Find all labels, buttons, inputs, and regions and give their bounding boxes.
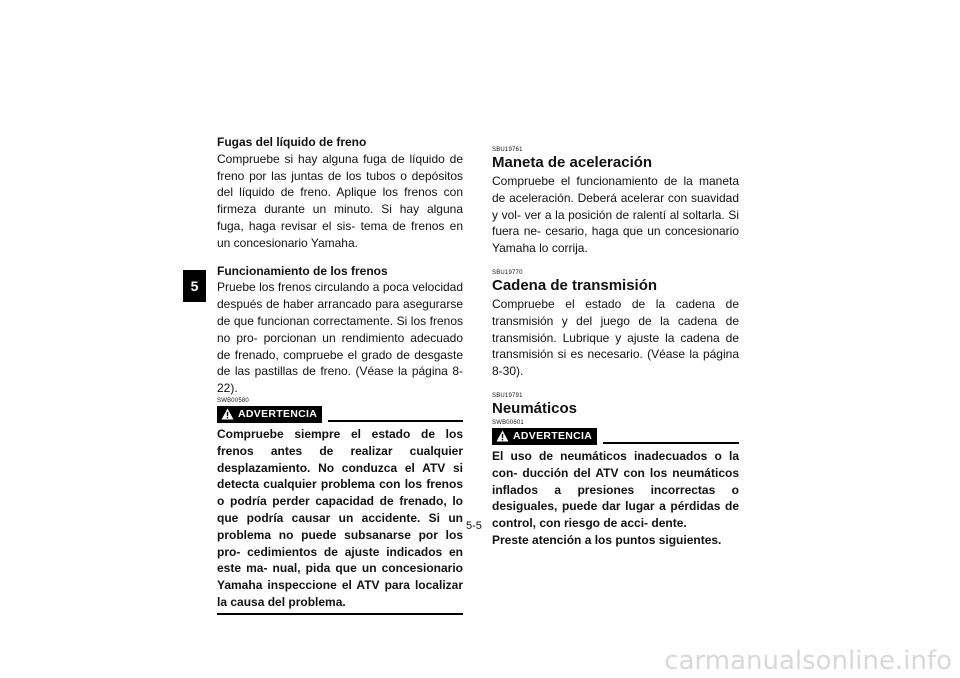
- tires-warning-text-2: Preste atención a los puntos siguientes.: [492, 532, 722, 547]
- throttle-body: Compruebe el funcionamiento de la maneta de aceleración. Deberá acelerar con suavidad y vol- ver a la posición de ralentí al soltarla. Si fuera ne- cesario, haga que un concesionario Yamaha lo corrija.: [492, 174, 739, 256]
- warning-label: ADVERTENCIA: [238, 407, 318, 420]
- warning-triangle-icon: [221, 408, 234, 420]
- tires-warning-badge: [492, 428, 597, 445]
- throttle-code: SBU19761: [492, 147, 523, 153]
- warning-code: SWB00580: [217, 397, 249, 404]
- chain-code: SBU19770: [492, 269, 523, 276]
- page-number: 5-5: [466, 520, 482, 532]
- warning-end-rule: [217, 613, 463, 615]
- left-column: [217, 134, 463, 615]
- right-column: [492, 146, 739, 549]
- throttle-heading: Maneta de aceleración: [492, 154, 653, 171]
- warning-text: Compruebe siempre el estado de los frenos antes de realizar cualquier desplazamiento. No conduzca el ATV si detecta cualquier problema con los frenos o podría perder capacidad de frenado, lo que podría causar un accidente. Si un problema no puede subsanarse por los pro- cedimientos de ajuste indicados en este ma- nual, pida que un concesionario Yamaha inspeccione el ATV para localizar la causa del problema.: [217, 426, 463, 609]
- brake-fluid-heading: Fugas del líquido de freno: [217, 135, 367, 149]
- tires-warning-code: SWB00601: [492, 419, 524, 426]
- watermark: carmanualsonline.info: [664, 646, 952, 676]
- tires-warning-rule: [603, 442, 739, 444]
- brake-fluid-body: Compruebe si hay alguna fuga de líquido de freno por las juntas de los tubos o depósitos del líquido de freno. Aplique los frenos con firmeza durante un minuto. Si hay alguna fuga, haga revisar el sis- tema de frenos en un concesionario Yamaha.: [217, 151, 463, 250]
- chain-body: Compruebe el estado de la cadena de transmisión y del juego de la cadena de transmisión. Lubrique y ajuste la cadena de transmisión si es necesario. (Véase la página 8-30).: [492, 296, 739, 379]
- warning-header: [217, 406, 463, 423]
- tires-code: SBU19791: [492, 392, 523, 399]
- tires-heading: Neumáticos: [492, 399, 578, 417]
- tires-warning-label: ADVERTENCIA: [513, 429, 593, 442]
- brake-operation-heading: Funcionamiento de los frenos: [217, 263, 388, 278]
- warning-badge: [217, 406, 322, 423]
- chapter-tab: 5: [183, 270, 206, 302]
- tires-warning-header: [492, 428, 739, 445]
- chain-heading: Cadena de transmisión: [492, 276, 658, 294]
- tires-warning-text: El uso de neumáticos inadecuados o la con- ducción del ATV con los neumáticos inflados a presiones incorrectas o desiguales, puede dar lugar a pérdidas de control, con riesgo de acci- dente.: [492, 448, 739, 531]
- brake-operation-body: Pruebe los frenos circulando a poca velocidad después de haber arrancado para asegurarse de que funcionan correctamente. Si los frenos no pro- porcionan un rendimiento adecuado de frenado, compruebe el grado de desgaste de las pastillas de freno. (Véase la página 8-22).: [217, 280, 463, 396]
- warning-rule: [328, 420, 463, 422]
- warning-triangle-icon: [496, 430, 509, 442]
